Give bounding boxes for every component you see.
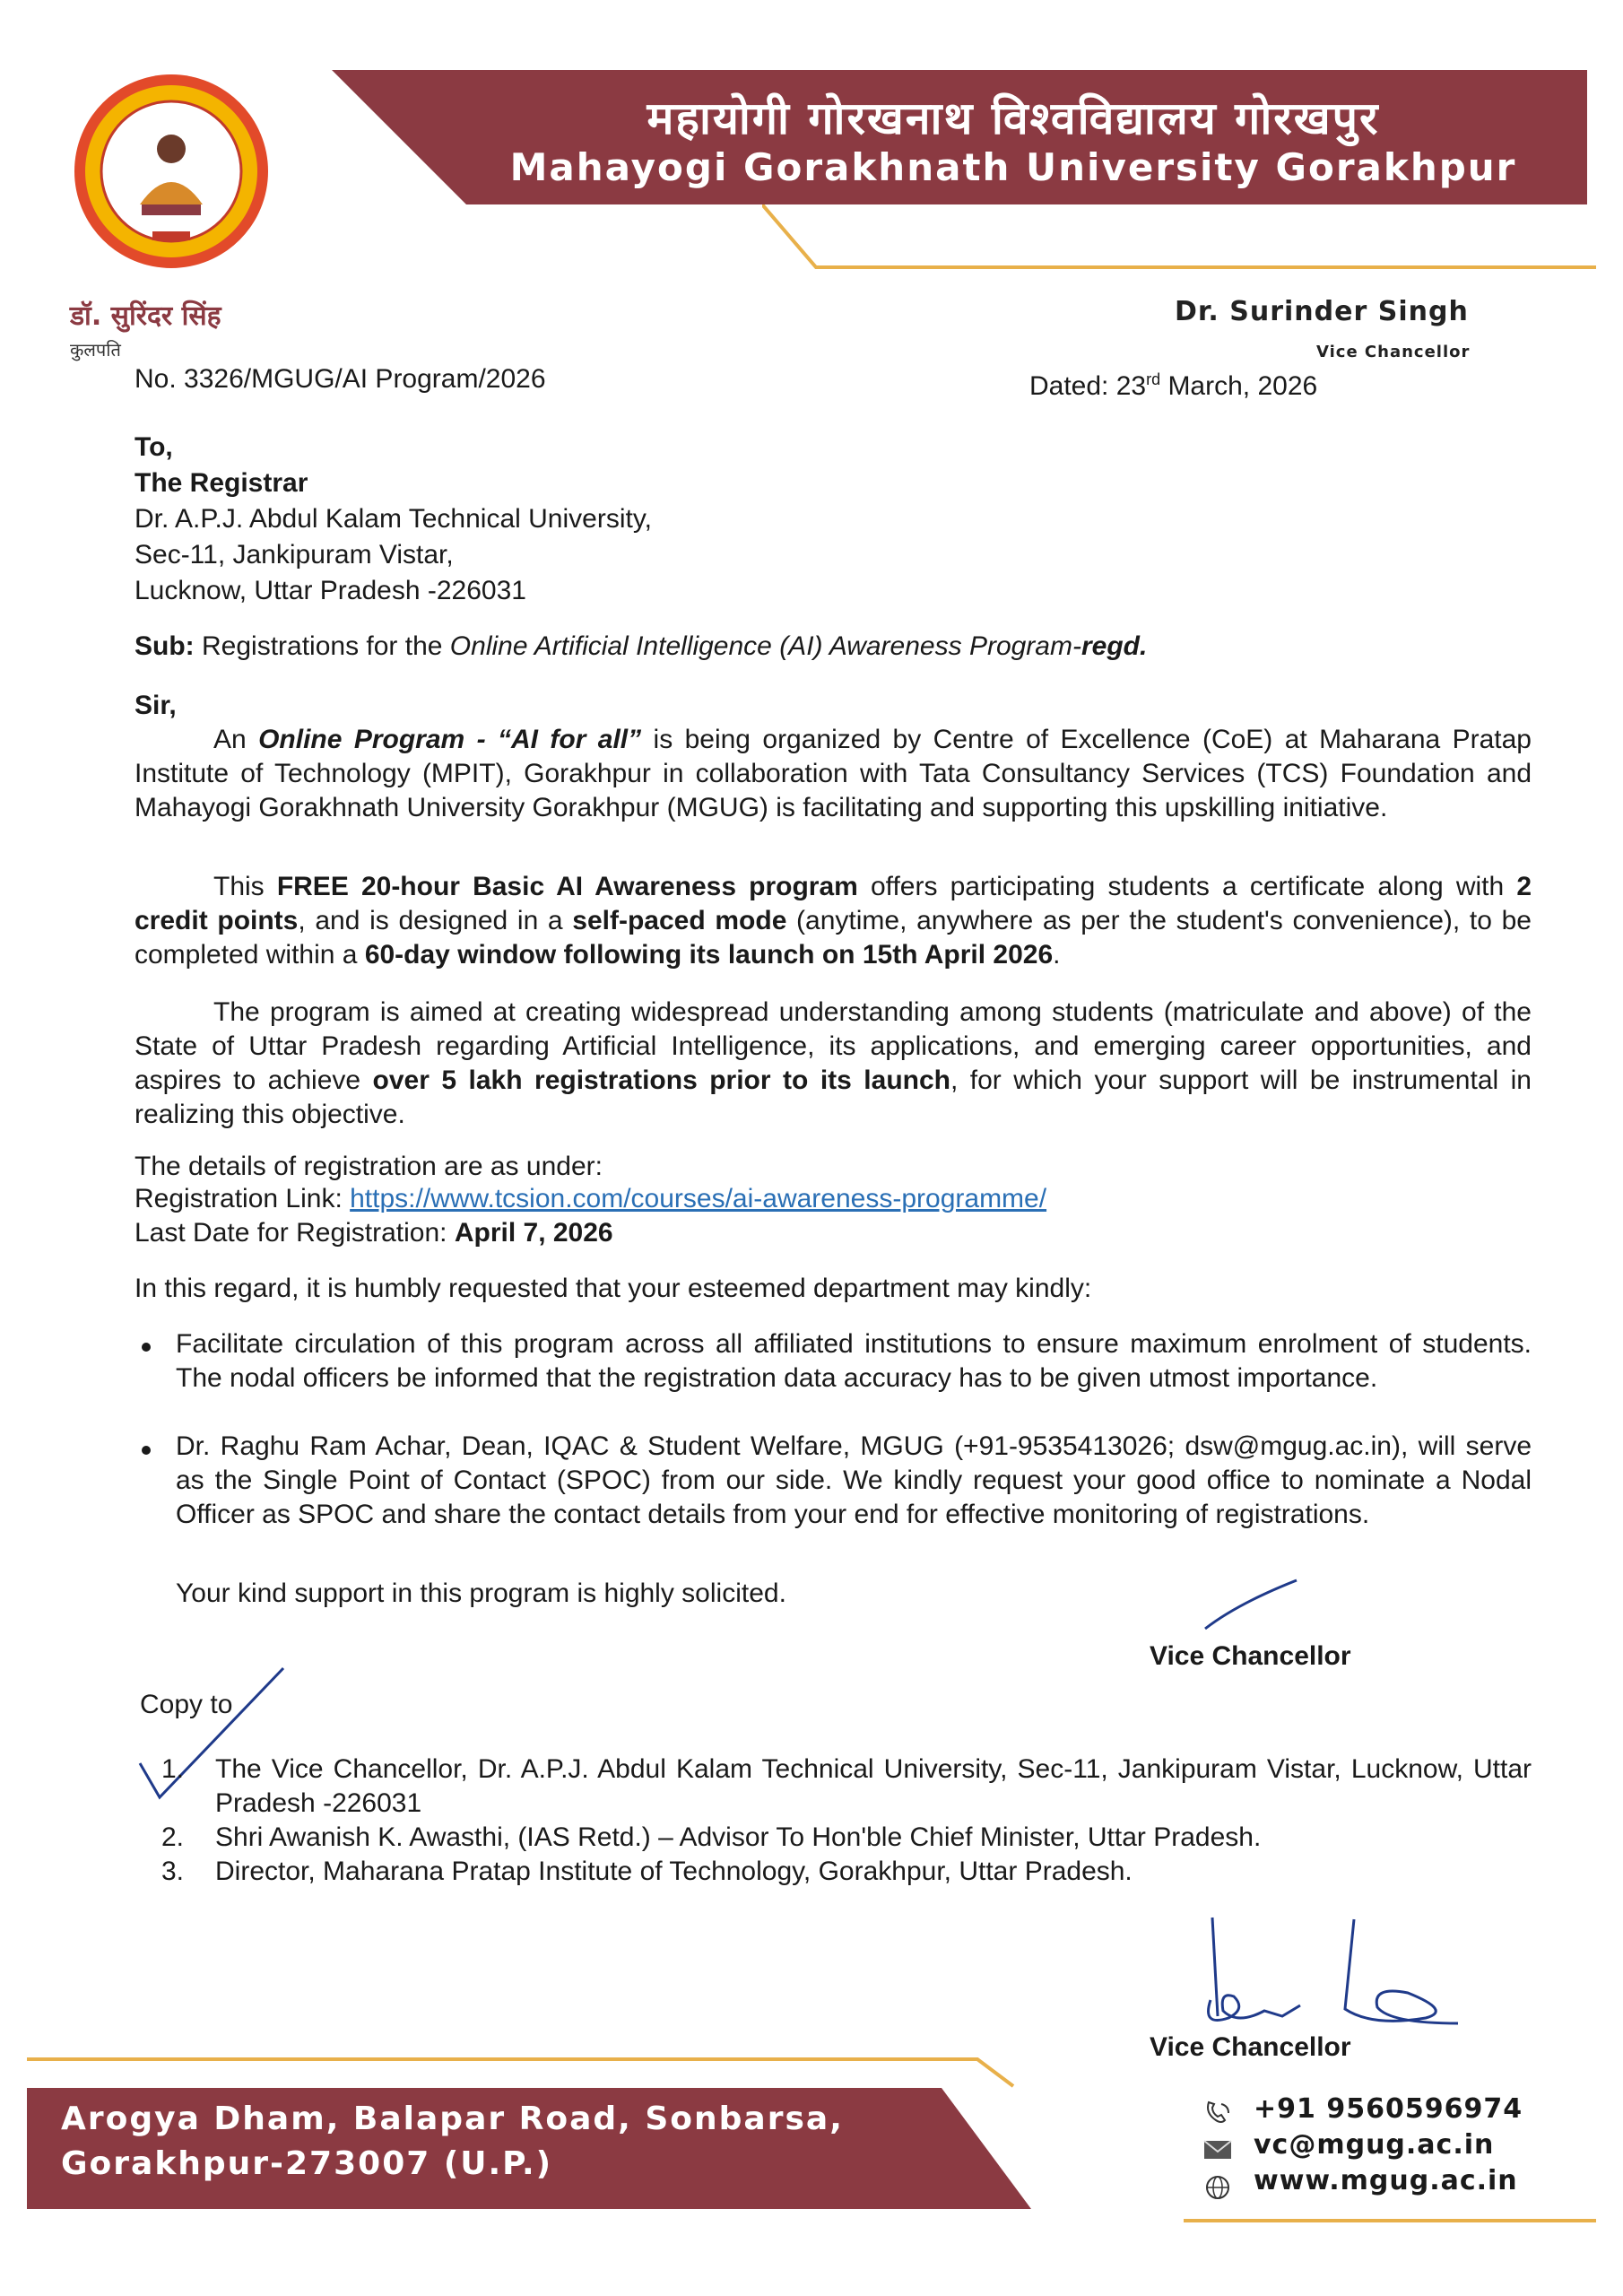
phone-icon: [1202, 2099, 1234, 2126]
copy-to-number: 1.: [161, 1754, 185, 1784]
reference-number: No. 3326/MGUG/AI Program/2026: [135, 364, 546, 394]
paragraph-1: An Online Program - “AI for all” is being organized by Centre of Excellence (CoE) at Maharana Pratap Institute of Technology (MPIT), Gorakhpur in collaboration with Tata Consultancy Services (TCS) Foundation and Mahayogi Gorakhnath University Gorakhpur (MGUG) is facilitating and supporting this upskilling initiative.: [135, 725, 1532, 822]
signatory-title: Vice Chancellor: [1150, 2032, 1351, 2062]
university-name-hindi: महायोगी गोरखनाथ विश्वविद्यालय गोरखपुर: [647, 92, 1380, 144]
header-accent-line: [762, 204, 1596, 273]
copy-to-number: 2.: [161, 1822, 185, 1852]
footer-email[interactable]: vc@mgug.ac.in: [1254, 2129, 1495, 2161]
globe-icon: [1202, 2174, 1234, 2201]
addressee-title: The Registrar: [135, 468, 308, 498]
signatory-title: Vice Chancellor: [1150, 1641, 1351, 1671]
footer-address-line: Arogya Dham, Balapar Road, Sonbarsa,: [61, 2100, 844, 2137]
salutation: Sir,: [135, 691, 177, 720]
copy-to-item: The Vice Chancellor, Dr. A.P.J. Abdul Kalam Technical University, Sec-11, Jankipuram Vistar, Lucknow, Uttar Pradesh -226031: [215, 1754, 1532, 1818]
address-line: Dr. A.P.J. Abdul Kalam Technical University,: [135, 504, 652, 534]
footer-accent-line: [27, 2054, 1031, 2090]
footer-phone: +91 9560596974: [1254, 2093, 1523, 2125]
address-line: Lucknow, Uttar Pradesh -226031: [135, 576, 526, 605]
copy-to-number: 3.: [161, 1857, 185, 1886]
letter-date: Dated: 23rd March, 2026: [1029, 370, 1318, 401]
bullet-dot: [142, 1343, 151, 1352]
bullet-dot: [142, 1446, 151, 1455]
paragraph-2: This FREE 20-hour Basic AI Awareness program offers participating students a certificate along with 2 credit points, and is designed in a self-paced mode (anytime, anywhere as per the student's convenience), to be completed within a 60-day window following its launch on 15th April 2026.: [135, 872, 1532, 970]
list-item: Dr. Raghu Ram Achar, Dean, IQAC & Student Welfare, MGUG (+91-9535413026; dsw@mgug.ac.in), will serve as the Single Point of Contact (SPOC) from our side. We kindly request your good office to nominate a Nodal Officer as SPOC and share the contact details from your end for effective monitoring of registrations.: [176, 1431, 1532, 1529]
footer-address-line: Gorakhpur-273007 (U.P.): [61, 2145, 553, 2182]
paragraph-3: The program is aimed at creating widespread understanding among students (matriculate and above) of the State of Uttar Pradesh regarding Artificial Intelligence, its applications, and emerging career opportunities, and aspires to achieve over 5 lakh registrations prior to its launch, for which your support will be instrumental in realizing this objective.: [135, 997, 1532, 1129]
email-icon: [1202, 2136, 1234, 2163]
copy-to-item: Shri Awanish K. Awasthi, (IAS Retd.) – Advisor To Hon'ble Chief Minister, Uttar Pradesh.: [215, 1822, 1262, 1852]
footer-bottom-accent-line: [1184, 2215, 1596, 2226]
to-label: To,: [135, 432, 173, 462]
copy-to-item: Director, Maharana Pratap Institute of Technology, Gorakhpur, Uttar Pradesh.: [215, 1857, 1133, 1886]
sender-name-english: Dr. Surinder Singh: [1175, 296, 1469, 327]
address-line: Sec-11, Jankipuram Vistar,: [135, 540, 454, 570]
university-name-english: Mahayogi Gorakhnath University Gorakhpur: [509, 145, 1517, 189]
university-seal-logo: [70, 70, 273, 273]
footer-website[interactable]: www.mgug.ac.in: [1254, 2165, 1518, 2196]
list-item: Facilitate circulation of this program across all affiliated institutions to ensure maximum enrolment of students. The nodal officers be informed that the registration data accuracy has to be given utmost importance.: [176, 1329, 1532, 1393]
initial-stroke: [1202, 1577, 1300, 1632]
sender-designation-hindi: कुलपति: [70, 339, 121, 361]
closing-line: Your kind support in this program is highly solicited.: [176, 1578, 786, 1608]
request-intro: In this regard, it is humbly requested that your esteemed department may kindly:: [135, 1274, 1092, 1303]
handwritten-signature: [1193, 1910, 1462, 2045]
sender-name-hindi: डॉ. सुरिंदर सिंह: [70, 300, 221, 332]
last-date-row: Last Date for Registration: April 7, 2026: [135, 1218, 613, 1248]
registration-link-row: Registration Link: https://www.tcsion.com/courses/ai-awareness-programme/: [135, 1184, 1047, 1213]
registration-intro: The details of registration are as under:: [135, 1152, 603, 1181]
registration-link[interactable]: https://www.tcsion.com/courses/ai-awareness-programme/: [350, 1184, 1047, 1213]
sender-designation-english: Vice Chancellor: [1316, 343, 1471, 361]
copy-to-label: Copy to: [140, 1690, 233, 1719]
subject-line: Sub: Registrations for the Online Artificial Intelligence (AI) Awareness Program-regd.: [135, 631, 1148, 661]
